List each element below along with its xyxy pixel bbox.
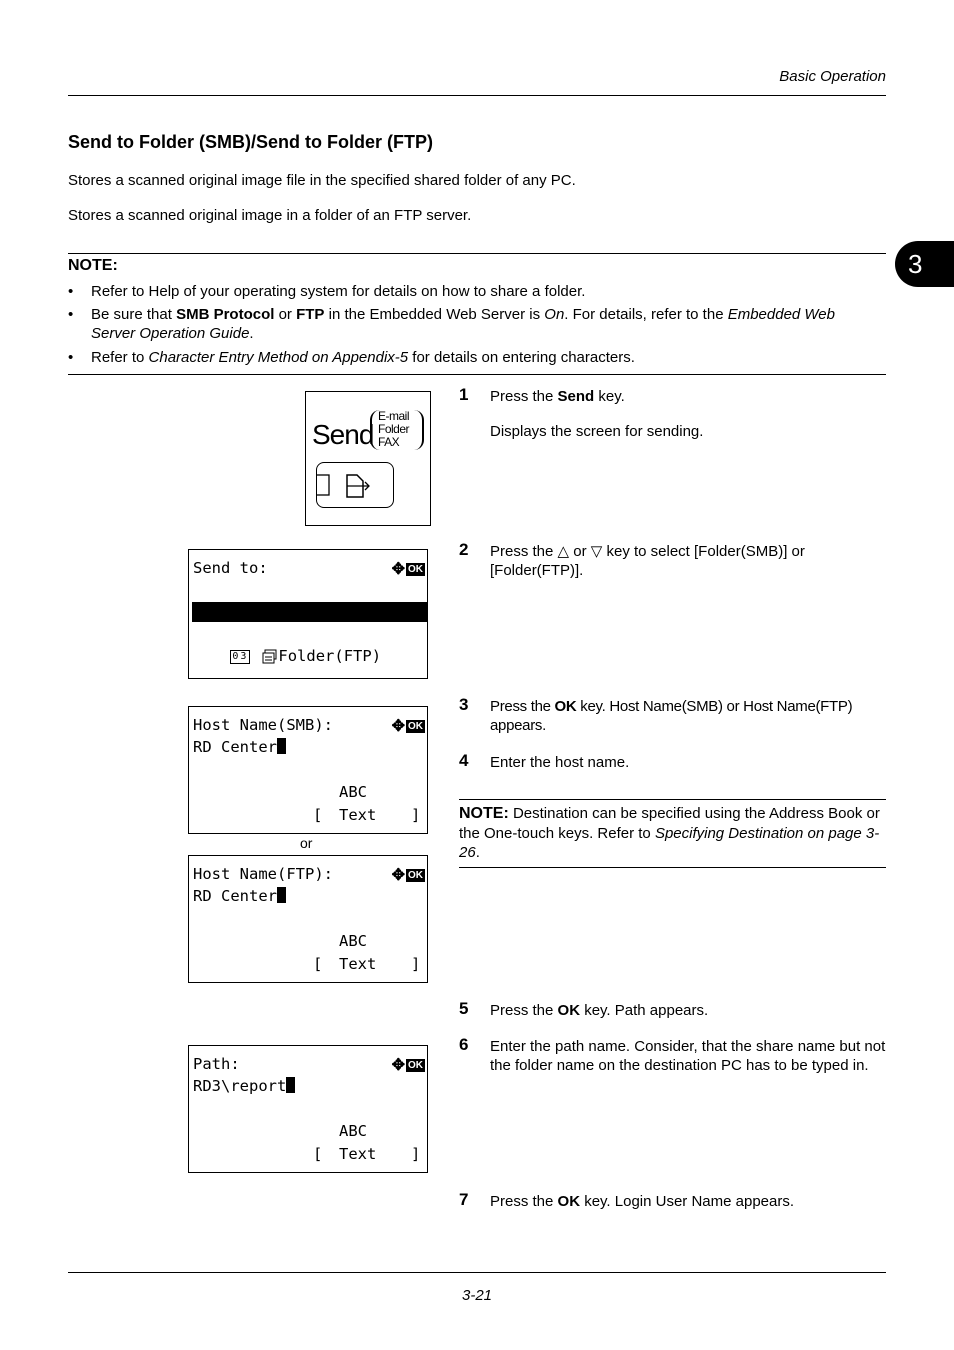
or-label: or xyxy=(300,835,313,851)
move-cross-icon: ✥ xyxy=(391,561,405,578)
host-name-input[interactable]: RD Center xyxy=(193,886,286,906)
screen-path xyxy=(188,1045,428,1173)
send-key-modes: E-mail Folder FAX xyxy=(378,409,410,449)
step-1-result: Displays the screen for sending. xyxy=(490,423,704,440)
note-bottom-rule xyxy=(68,374,886,375)
bracket-left: [ xyxy=(313,806,323,824)
step-4-text: Enter the host name. xyxy=(490,754,630,771)
screen-title: Host Name(FTP): xyxy=(193,865,333,883)
chapter-tab: 3 xyxy=(895,241,954,287)
text-softkey[interactable]: Text xyxy=(339,806,377,824)
note-bullet-3-text: Refer to Character Entry Method on Appendix-5 for details on entering characters. xyxy=(91,349,635,366)
step-1-number: 1 xyxy=(459,385,469,404)
bracket-left: [ xyxy=(313,1145,323,1163)
host-name-input[interactable]: RD Center xyxy=(193,737,286,757)
list-item-folder-ftp[interactable]: 03 Folder(FTP) xyxy=(232,647,382,665)
move-cross-icon: ✥ xyxy=(391,867,405,884)
send-button[interactable] xyxy=(316,462,394,508)
note-bullet-3 xyxy=(68,348,868,367)
bullet-mark: • xyxy=(68,283,74,300)
step-1-text: Press the Send key. xyxy=(490,388,625,405)
note2-top-rule xyxy=(459,799,886,800)
bracket-left: [ xyxy=(313,955,323,973)
screen-title: Host Name(SMB): xyxy=(193,716,333,734)
note-title: NOTE: xyxy=(68,257,118,274)
step-3-number: 3 xyxy=(459,695,469,714)
note-bullet-1-text: Refer to Help of your operating system for details on how to share a folder. xyxy=(91,283,586,300)
screen-host-name-smb xyxy=(188,706,428,834)
input-mode: ABC xyxy=(339,783,367,801)
path-input[interactable]: RD3\report xyxy=(193,1076,295,1096)
input-mode: ABC xyxy=(339,932,367,950)
intro-paragraph-1: Stores a scanned original image file in the specified shared folder of any PC. xyxy=(68,172,576,189)
step-4-number: 4 xyxy=(459,751,469,770)
list-item-folder-smb[interactable]: 02 Folder(SMB) xyxy=(192,602,427,622)
send-icon xyxy=(317,463,393,507)
section-title: Send to Folder (SMB)/Send to Folder (FTP) xyxy=(68,132,433,152)
ok-indicator: ✥ OK xyxy=(391,1057,423,1074)
ok-indicator: ✥ OK xyxy=(391,718,423,735)
screen-send-to xyxy=(188,549,428,679)
step-6-number: 6 xyxy=(459,1035,469,1054)
step-5-text: Press the OK key. Path appears. xyxy=(490,1002,709,1019)
send-key-label: Send xyxy=(312,419,374,450)
input-mode: ABC xyxy=(339,1122,367,1140)
bullet-mark: • xyxy=(68,306,74,323)
header-rule xyxy=(68,95,886,96)
intro-paragraph-2: Stores a scanned original image in a folder of an FTP server. xyxy=(68,207,472,224)
screen-title: Send to: xyxy=(193,559,268,577)
note-bullet-1 xyxy=(68,282,868,301)
text-cursor xyxy=(286,1077,295,1093)
text-softkey[interactable]: Text xyxy=(339,955,377,973)
step-2-number: 2 xyxy=(459,540,469,559)
screen-host-name-ftp xyxy=(188,855,428,983)
move-cross-icon: ✥ xyxy=(391,1057,405,1074)
note-bullet-2-text: Be sure that SMB Protocol or FTP in the Embedded Web Server is On. For details, refer to the Embedded Web Server Operation Guide. xyxy=(91,306,835,342)
page-number: 3-21 xyxy=(462,1287,493,1304)
note-bullet-2 xyxy=(68,305,868,343)
ok-indicator: ✥ OK xyxy=(391,867,423,884)
folder-icon xyxy=(262,649,278,664)
bracket-right: ] xyxy=(411,806,421,824)
running-header: Basic Operation xyxy=(779,68,886,85)
bracket-right: ] xyxy=(411,955,421,973)
send-key-illustration xyxy=(305,391,431,526)
step-6-text: Enter the path name. Consider, that the share name but not the folder name on the destination PC has to be typed in. xyxy=(490,1038,886,1074)
step-3-text: Press the OK key. Host Name(SMB) or Host Name(FTP) appears. xyxy=(490,698,853,734)
text-cursor xyxy=(277,887,286,903)
text-cursor xyxy=(277,738,286,754)
bullet-mark: • xyxy=(68,349,74,366)
step-2-text: Press the △ or ▽ key to select [Folder(SMB)] or [Folder(FTP)]. xyxy=(490,543,805,579)
bracket-right: ] xyxy=(411,1145,421,1163)
list-item-email[interactable] xyxy=(193,581,333,601)
note2-text: NOTE: Destination can be specified using the Address Book or the One-touch keys. Refer to Specifying Destination on page 3-26. xyxy=(459,805,880,861)
step-7-text: Press the OK key. Login User Name appears. xyxy=(490,1193,795,1210)
note2-bottom-rule xyxy=(459,867,886,868)
note-top-rule xyxy=(68,253,886,254)
step-7-number: 7 xyxy=(459,1190,469,1209)
footer-rule xyxy=(68,1272,886,1273)
step-5-number: 5 xyxy=(459,999,469,1018)
screen-title: Path: xyxy=(193,1055,240,1073)
ok-indicator: ✥ OK xyxy=(391,561,423,578)
up-arrow-icon: △ xyxy=(557,543,570,560)
move-cross-icon: ✥ xyxy=(391,718,405,735)
down-arrow-icon: ▽ xyxy=(590,543,603,560)
text-softkey[interactable]: Text xyxy=(339,1145,377,1163)
